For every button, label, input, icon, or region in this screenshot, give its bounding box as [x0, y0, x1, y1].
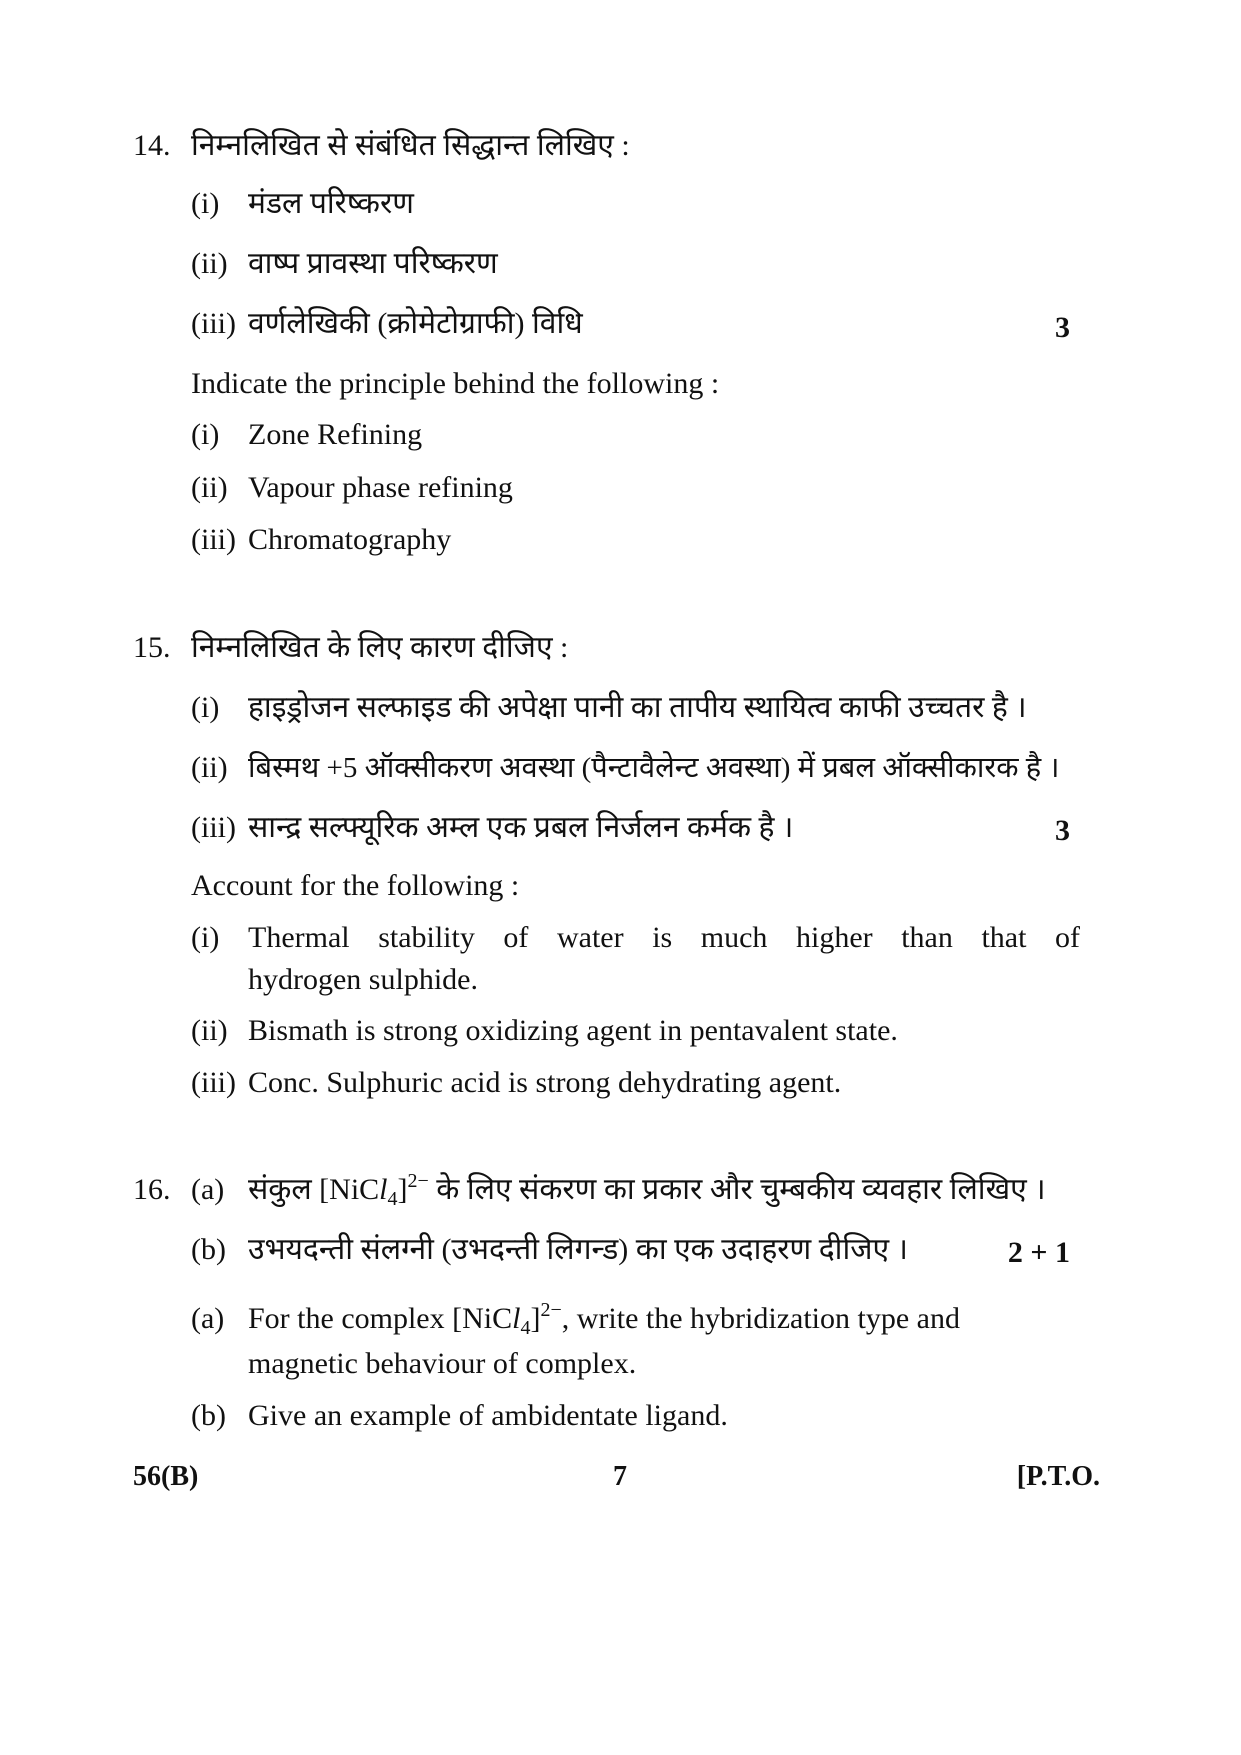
question-number: 15. [133, 631, 171, 664]
pto-label: [P.T.O. [1016, 1461, 1100, 1492]
item-label: (ii) [191, 247, 228, 280]
item-label: (b) [191, 1233, 226, 1266]
question-number: 14. [133, 129, 171, 162]
hindi-item-text: बिस्मथ +5 ऑक्सीकरण अवस्था (पैन्टावैलेन्ट अवस्था) में प्रबल ऑक्सीकारक है । [248, 752, 1060, 784]
english-item-text: Vapour phase refining [248, 471, 513, 504]
english-item-text: Thermal stability of water is much higher than that of [248, 921, 1080, 954]
item-label: (b) [191, 1399, 226, 1432]
english-item-text-continued: hydrogen sulphide. [248, 963, 478, 996]
hindi-heading: निम्नलिखित से संबंधित सिद्धान्त लिखिए : [191, 129, 630, 162]
english-heading: Account for the following : [191, 869, 520, 902]
item-label: (a) [191, 1302, 225, 1335]
english-item-text: Give an example of ambidentate ligand. [248, 1399, 728, 1432]
english-heading: Indicate the principle behind the following : [191, 367, 720, 400]
page-number: 7 [613, 1461, 627, 1492]
item-label: (i) [191, 691, 220, 724]
english-item-text: Chromatography [248, 523, 452, 556]
item-label: (i) [191, 921, 220, 954]
hindi-heading: निम्नलिखित के लिए कारण दीजिए : [191, 631, 569, 664]
english-item-text-continued: magnetic behaviour of complex. [248, 1347, 637, 1380]
hindi-item-text: वाष्प प्रावस्था परिष्करण [248, 247, 498, 280]
hindi-item-text: संकुल [NiCl$_4$]$^{2-}$ के लिए संकरण का प्रकार और चुम्बकीय व्यवहार लिखिए । [248, 1170, 1046, 1210]
hindi-item-text: वर्णलेखिकी (क्रोमेटोग्राफी) विधि [248, 307, 583, 340]
english-item-text: Conc. Sulphuric acid is strong dehydrating agent. [248, 1066, 842, 1099]
item-label: (iii) [191, 523, 236, 556]
item-label: (ii) [191, 751, 228, 784]
item-label: (i) [191, 187, 220, 220]
item-label: (iii) [191, 1066, 236, 1099]
hindi-item-text: हाइड्रोजन सल्फाइड की अपेक्षा पानी का तापीय स्थायित्व काफी उच्चतर है । [248, 691, 1027, 724]
item-label: (i) [191, 418, 220, 451]
paper-code: 56(B) [133, 1461, 199, 1492]
english-item-text: Bismath is strong oxidizing agent in pentavalent state. [248, 1014, 898, 1047]
marks: 3 [1055, 814, 1070, 847]
question-number: 16. [133, 1173, 171, 1206]
hindi-item-text: सान्द्र सल्फ्यूरिक अम्ल एक प्रबल निर्जलन कर्मक है । [248, 811, 794, 844]
hindi-item-text: मंडल परिष्करण [248, 187, 414, 220]
item-label: (iii) [191, 811, 236, 844]
item-label: (ii) [191, 471, 228, 504]
marks: 3 [1055, 311, 1070, 344]
item-label: (ii) [191, 1014, 228, 1047]
english-item-text: For the complex [NiCl$_4$]$^{2-}$, write the hybridization type and [248, 1299, 960, 1339]
marks: 2 + 1 [1007, 1236, 1070, 1269]
english-item-text: Zone Refining [248, 418, 423, 451]
item-label: (a) [191, 1173, 225, 1206]
hindi-item-text: उभयदन्ती संलग्नी (उभदन्ती लिगन्ड) का एक उदाहरण दीजिए । [248, 1233, 908, 1266]
item-label: (iii) [191, 307, 236, 340]
